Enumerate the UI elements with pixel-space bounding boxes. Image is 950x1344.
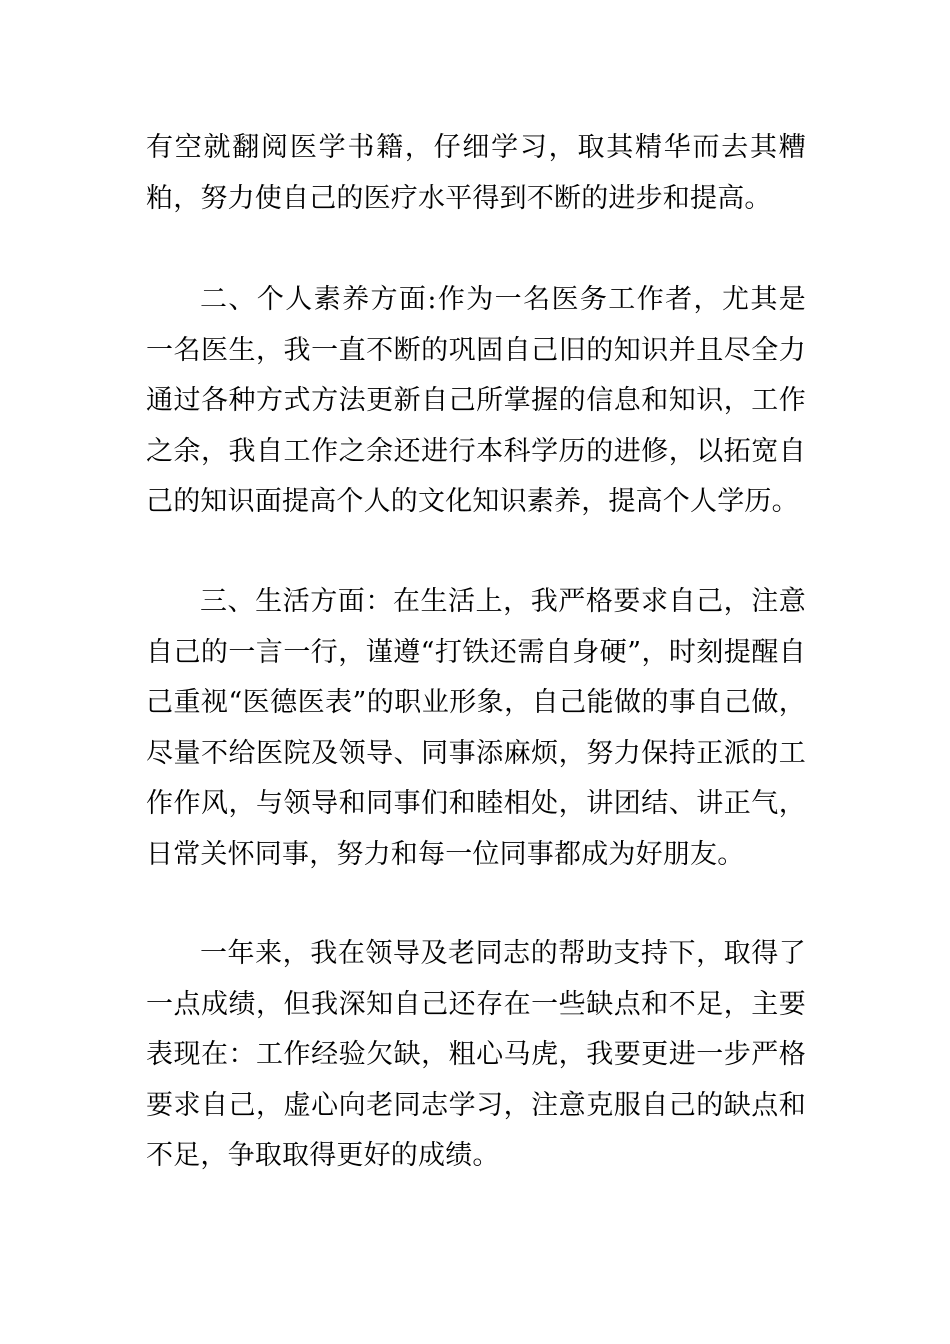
paragraph-life: 三、生活方面：在生活上，我严格要求自己，注意自己的一言一行，谨遵“打铁还需自身硬”，时刻提醒自己重视“医德医表”的职业形象，自己能做的事自己做，尽量不给医院及领导、同事添麻烦，努力保持正派的工作作风，与领导和同事们和睦相处，讲团结、讲正气，日常关怀同事，努力和每一位同事都成为好朋友。 [146, 586, 806, 870]
paragraph-summary: 一年来，我在领导及老同志的帮助支持下，取得了一点成绩，但我深知自己还存在一些缺点和不足，主要表现在：工作经验欠缺，粗心马虎，我要更进一步严格要求自己，虚心向老同志学习，注意克服自己的缺点和不足，争取取得更好的成绩。 [146, 938, 806, 1171]
paragraph-continuation: 有空就翻阅医学书籍，仔细学习，取其精华而去其糟粕，努力使自己的医疗水平得到不断的进步和提高。 [146, 132, 806, 214]
paragraph-personal-quality: 二、个人素养方面:作为一名医务工作者，尤其是一名医生，我一直不断的巩固自己旧的知识并且尽全力通过各种方式方法更新自己所掌握的信息和知识，工作之余，我自工作之余还进行本科学历的进修，以拓宽自己的知识面提高个人的文化知识素养，提高个人学历。 [146, 284, 806, 517]
